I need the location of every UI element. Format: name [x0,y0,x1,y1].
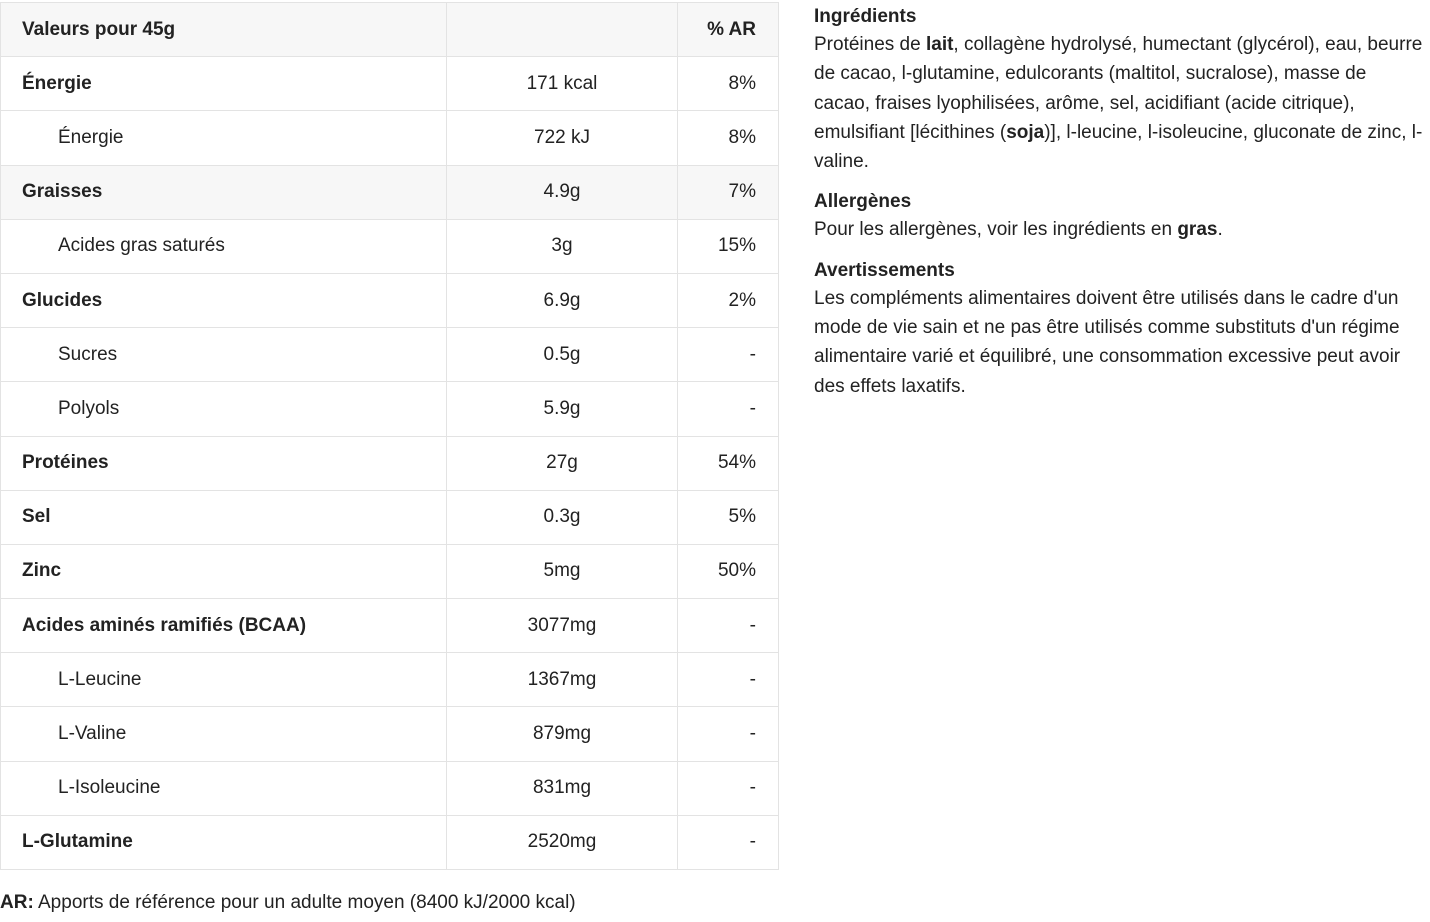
row-label: Énergie [1,111,447,165]
row-value: 2520mg [447,815,678,869]
allergens-text-part: Pour les allergènes, voir les ingrédients en [814,219,1178,241]
header-label: Valeurs pour 45g [1,3,447,57]
row-value: 5mg [447,544,678,598]
table-row [1,57,779,111]
row-ar: - [678,761,779,815]
row-value: 3077mg [447,599,678,653]
row-ar: 54% [678,436,779,490]
table-row [1,653,779,707]
table-row [1,219,779,273]
row-ar: 50% [678,544,779,598]
row-label: L-Isoleucine [1,761,447,815]
allergens-text [814,215,1424,244]
row-value: 0.5g [447,328,678,382]
row-value: 171 kcal [447,57,678,111]
row-value: 1367mg [447,653,678,707]
row-label: Graisses [1,165,447,219]
table-row [1,707,779,761]
row-label: Acides gras saturés [1,219,447,273]
row-value: 27g [447,436,678,490]
row-value: 6.9g [447,273,678,327]
row-label: Sel [1,490,447,544]
table-row [1,165,779,219]
table-row [1,382,779,436]
allergens-bold-word: gras [1177,219,1218,241]
row-value: 4.9g [447,165,678,219]
row-value: 879mg [447,707,678,761]
table-row [1,490,779,544]
row-label: L-Glutamine [1,815,447,869]
table-header-row [1,3,779,57]
row-label: L-Leucine [1,653,447,707]
row-label: Protéines [1,436,447,490]
ingredients-heading: Ingrédients [814,6,917,27]
row-value: 5.9g [447,382,678,436]
allergens-heading: Allergènes [814,191,912,213]
row-ar: - [678,653,779,707]
header-value [447,3,678,57]
row-label: Polyols [1,382,447,436]
row-label: Énergie [1,57,447,111]
row-ar: 8% [678,57,779,111]
table-row [1,273,779,327]
footnote-label: AR: [0,892,34,913]
allergen-soy: soja [1006,121,1045,143]
row-ar: 7% [678,165,779,219]
table-row [1,544,779,598]
row-ar: 5% [678,490,779,544]
ingredients-text-part: , collagène hydrolysé, humectant (glycérol), eau, beurre de cacao, l-glutamine, edulcorants (maltitol, sucralose), masse de cacao, fraises lyophilisées, arôme, sel, acidifiant (acide citrique), emulsifiant [lécithines ( [814,34,1423,143]
row-value: 0.3g [447,490,678,544]
row-ar: - [678,328,779,382]
row-ar: - [678,707,779,761]
table-row [1,436,779,490]
warnings-text: Les compléments alimentaires doivent être utilisés dans le cadre d'un mode de vie sain et ne pas être utilisés comme substituts d'un régime alimentaire varié et équilibré, une consommation excessive peut avoir des effets laxatifs. [814,287,1401,397]
row-value: 722 kJ [447,111,678,165]
row-value: 831mg [447,761,678,815]
row-label: L-Valine [1,707,447,761]
warnings-heading: Avertissements [814,259,955,281]
row-label: Sucres [1,328,447,382]
ingredients-text-part: )], l-leucine, l-isoleucine, gluconate de zinc, l-valine. [814,121,1423,173]
nutrition-table [0,2,779,870]
ingredients-text [814,30,1424,176]
reference-footnote [0,890,576,916]
row-label: Glucides [1,273,447,327]
row-ar: - [678,599,779,653]
row-label: Zinc [1,544,447,598]
row-ar: 2% [678,273,779,327]
row-ar: 15% [678,219,779,273]
table-row [1,761,779,815]
header-ar: % AR [678,3,779,57]
table-row [1,815,779,869]
row-ar: - [678,815,779,869]
product-info-panel [814,4,1424,414]
row-ar: - [678,382,779,436]
row-label: Acides aminés ramifiés (BCAA) [1,599,447,653]
table-row [1,111,779,165]
table-row [1,328,779,382]
allergen-milk: lait [925,34,954,55]
row-ar: 8% [678,111,779,165]
allergens-text-part: . [1217,219,1223,241]
table-row [1,599,779,653]
ingredients-text-part: Protéines de [814,34,926,55]
footnote-text: Apports de référence pour un adulte moyen (8400 kJ/2000 kcal) [33,892,576,913]
row-value: 3g [447,219,678,273]
